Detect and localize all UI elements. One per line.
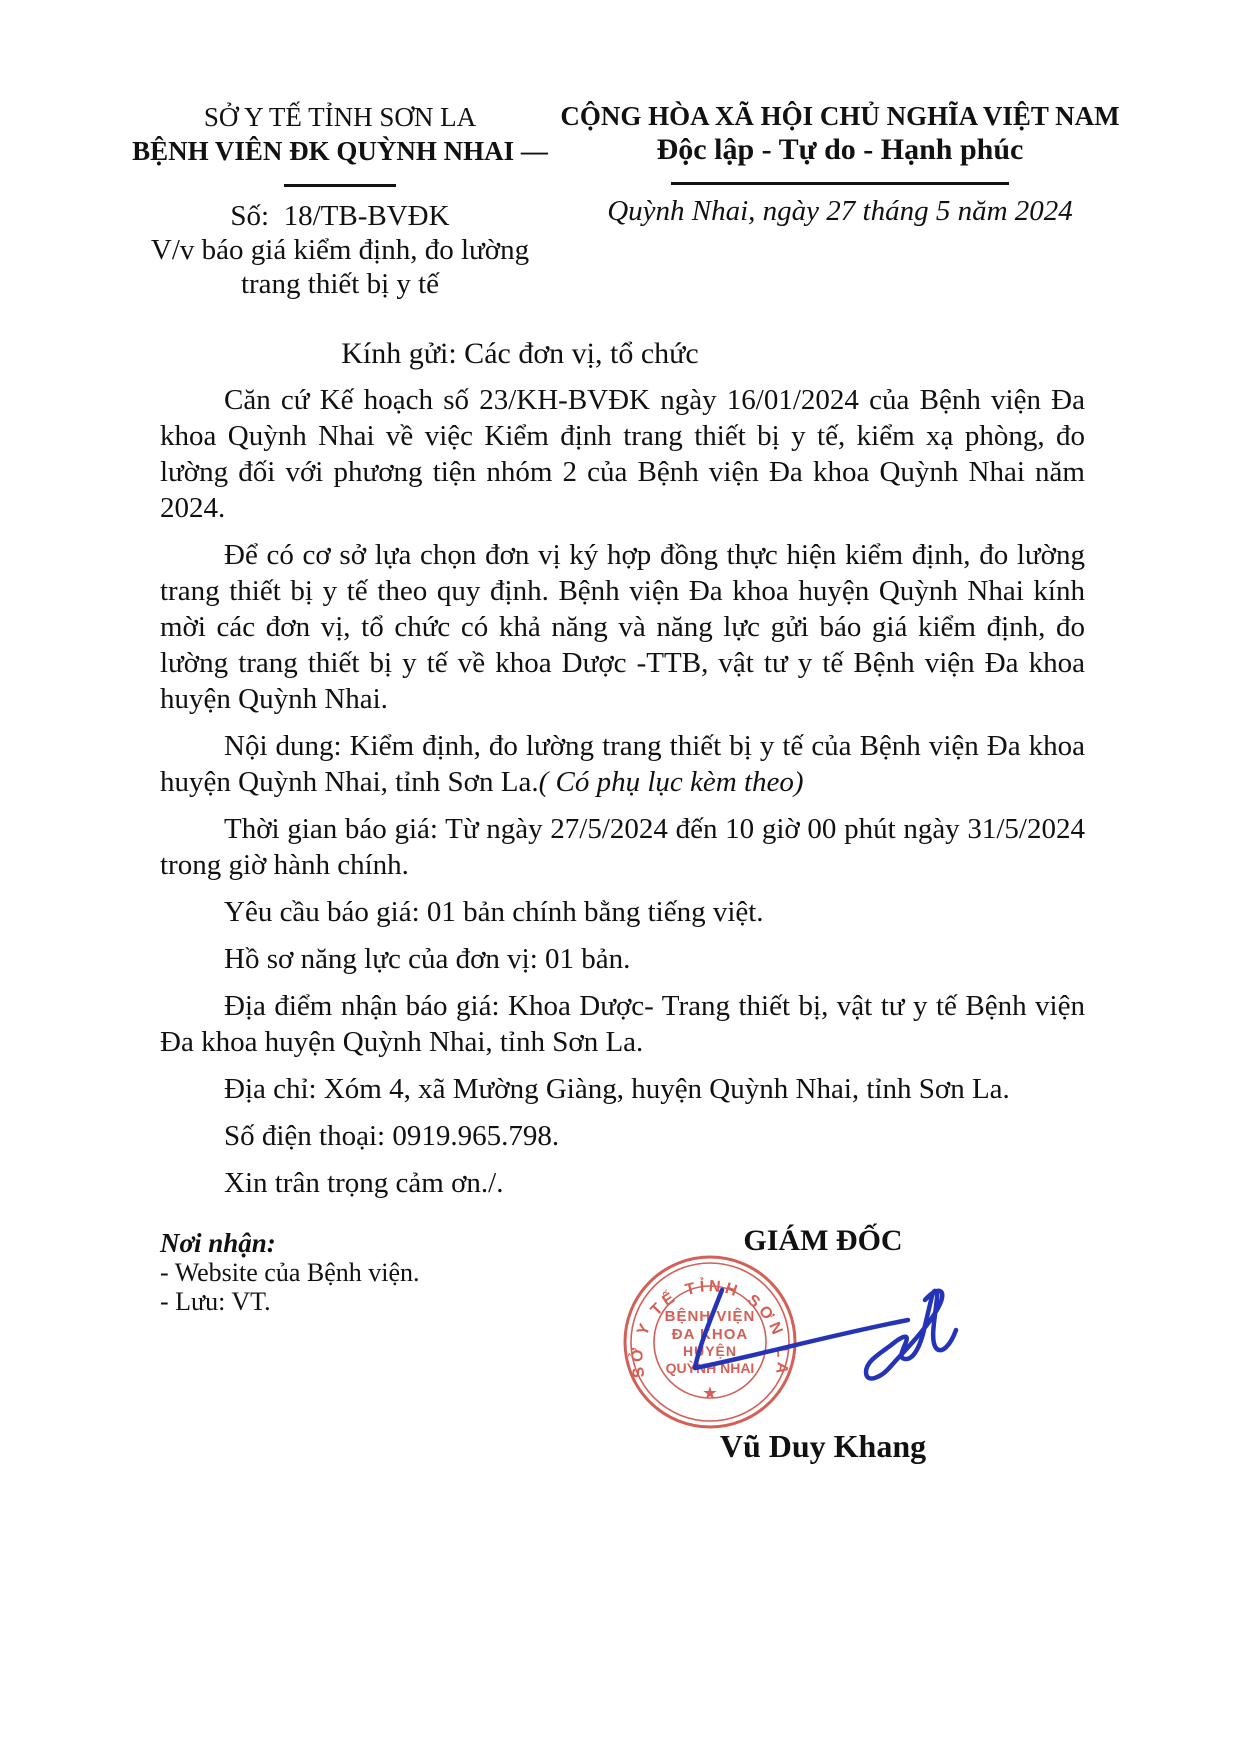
stamp-center-line1: BỆNH VIỆN: [664, 1308, 756, 1325]
body-paragraph: Số điện thoại: 0919.965.798.: [224, 1120, 560, 1152]
body-paragraph: Để có cơ sở lựa chọn đơn vị ký hợp đồng thực hiện kiểm định, đo lường trang thiết bị y tế theo quy định. Bệnh viện Đa khoa huyện Quỳnh Nhai kính mời các đơn vị, tổ chức có khả năng và năng lực gửi báo giá kiểm định, đo lường trang thiết bị y tế về khoa Dược -TTB, vật tư y tế Bệnh viện Đa khoa huyện Quỳnh Nhai.: [160, 539, 1085, 715]
document-subject-line2: trang thiết bị y tế: [240, 268, 440, 300]
header-national-block: [560, 100, 1120, 228]
recipient-item: - Lưu: VT.: [160, 1287, 271, 1316]
signature-flourish: [866, 1291, 956, 1379]
body-paragraph: Yêu cầu báo giá: 01 bản chính bằng tiếng việt.: [224, 896, 764, 928]
body-paragraph: Căn cứ Kế hoạch số 23/KH-BVĐK ngày 16/01/2024 của Bệnh viện Đa khoa Quỳnh Nhai về việc Kiểm định trang thiết bị y tế, kiểm xạ phòng, đo lường đối với phương tiện nhóm 2 của Bệnh viện Đa khoa Quỳnh Nhai năm 2024.: [160, 384, 1085, 524]
body-paragraph: Hồ sơ năng lực của đơn vị: 01 bản.: [224, 943, 631, 975]
stamp-ring-text: SỞ Y TẾ TỈNH SƠN LA: [629, 1277, 791, 1379]
document-subject-line1: V/v báo giá kiểm định, đo lường: [150, 234, 530, 266]
motto-divider: [671, 182, 1009, 185]
body-paragraph: Địa điểm nhận báo giá: Khoa Dược- Trang thiết bị, vật tư y tế Bệnh viện Đa khoa huyện Quỳnh Nhai, tỉnh Sơn La.: [160, 990, 1085, 1058]
document-number: Số: 18/TB-BVĐK: [230, 200, 450, 232]
stamp-center-line4: QUỲNH NHAI: [665, 1360, 755, 1376]
letter-body: [160, 382, 1085, 1212]
stamp-star-icon: ★: [703, 1385, 717, 1402]
body-paragraph: Xin trân trọng cảm ơn./.: [224, 1167, 504, 1199]
place-date-line: Quỳnh Nhai, ngày 27 tháng 5 năm 2024: [607, 195, 1073, 227]
signer-name: Vũ Duy Khang: [719, 1428, 927, 1464]
attachment-note: ( Có phụ lục kèm theo): [538, 766, 804, 798]
body-paragraph: Địa chỉ: Xóm 4, xã Mường Giàng, huyện Quỳnh Nhai, tỉnh Sơn La.: [224, 1073, 1010, 1105]
body-paragraph-text: Nội dung: Kiểm định, đo lường trang thiết bị y tế của Bệnh viện Đa khoa huyện Quỳnh Nhai, tỉnh Sơn La.: [160, 730, 1085, 798]
header-issuer-block: [130, 100, 550, 301]
issuer-org-name: BỆNH VIÊN ĐK QUỲNH NHAI —: [132, 136, 548, 166]
signer-title: GIÁM ĐỐC: [743, 1224, 903, 1257]
stamp-center-line2: ĐA KHOA: [671, 1326, 749, 1343]
recipients-title: Nơi nhận:: [160, 1228, 276, 1258]
recipients-block: [160, 1228, 580, 1316]
national-motto: Độc lập - Tự do - Hạnh phúc: [656, 133, 1024, 166]
signature-stroke: [695, 1290, 722, 1368]
body-paragraph: [160, 728, 1085, 800]
recipient-item: - Website của Bệnh viện.: [160, 1258, 420, 1287]
national-title: CỘNG HÒA XÃ HỘI CHỦ NGHĨA VIỆT NAM: [560, 101, 1120, 131]
signature-stroke: [695, 1320, 908, 1368]
issuer-superior-org: SỞ Y TẾ TỈNH SƠN LA: [203, 102, 477, 132]
body-paragraph: Thời gian báo giá: Từ ngày 27/5/2024 đến 10 giờ 00 phút ngày 31/5/2024 trong giờ hành chính.: [160, 813, 1085, 881]
stamp-center-line3: HUYỆN: [682, 1343, 738, 1359]
salutation-line: Kính gửi: Các đơn vị, tổ chức: [341, 337, 699, 370]
issuer-divider: [284, 184, 396, 187]
